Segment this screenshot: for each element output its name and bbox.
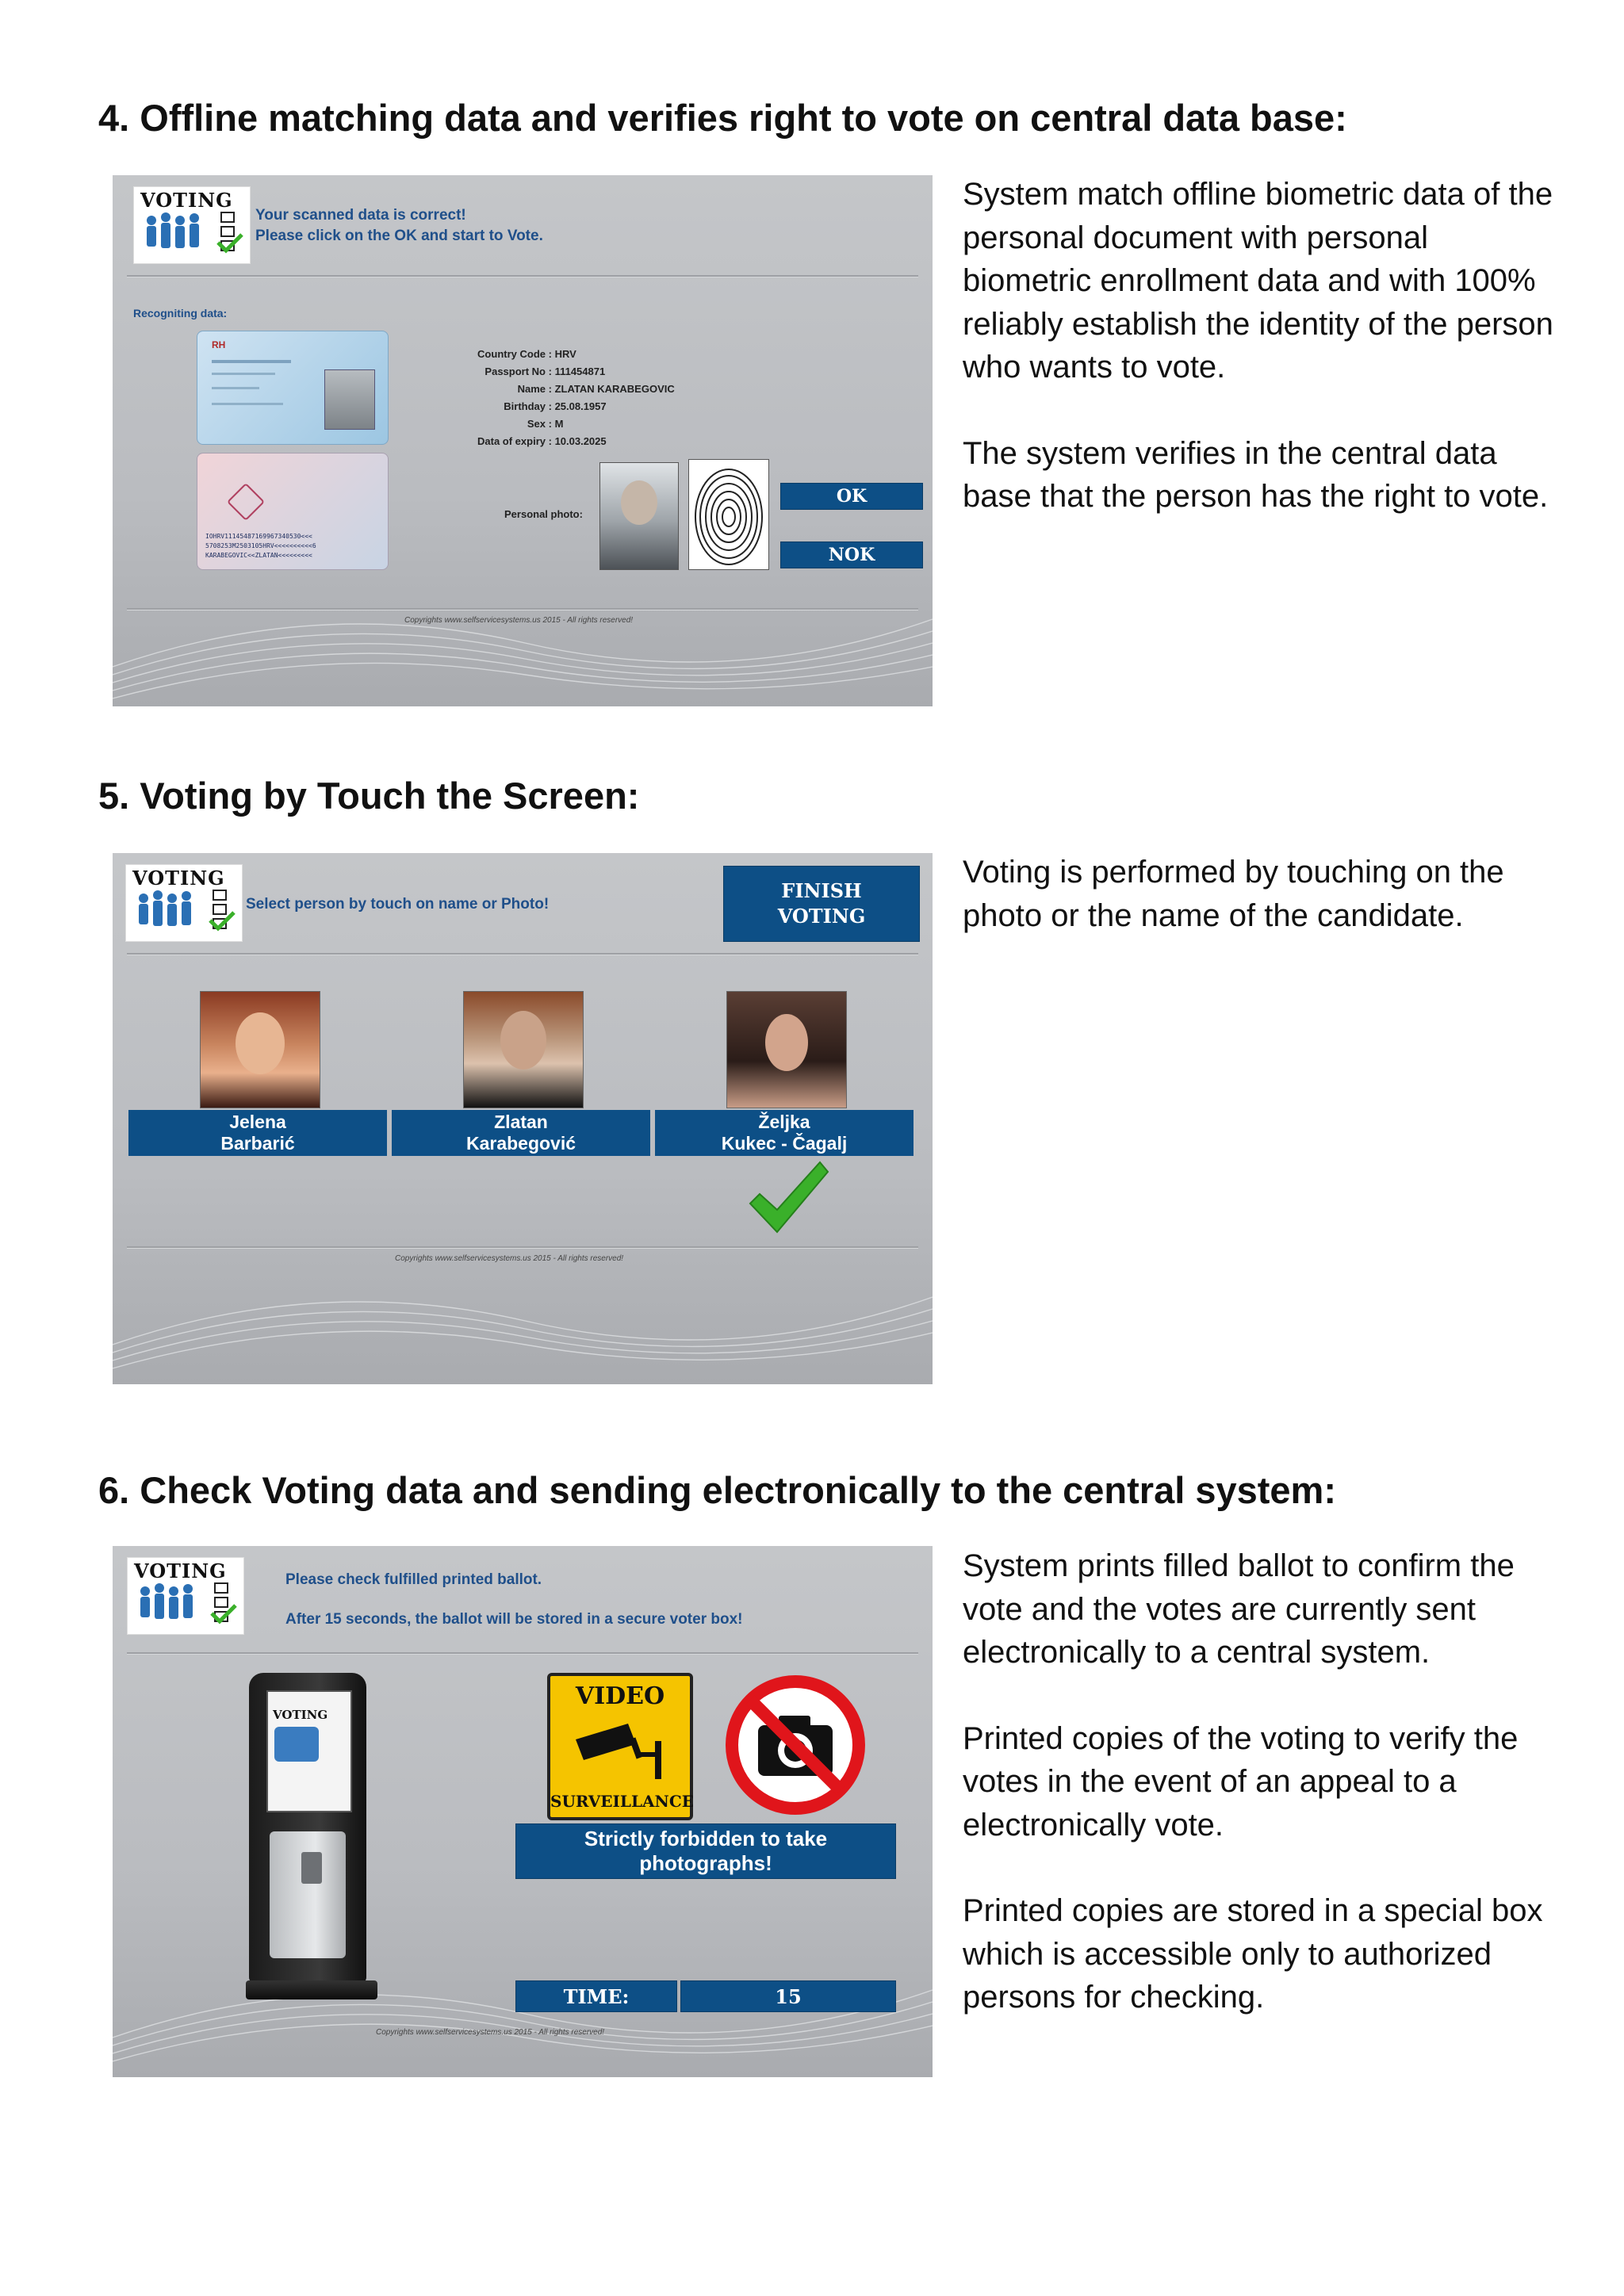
logo-text: VOTING — [132, 867, 225, 890]
kiosk-screen — [266, 1690, 352, 1812]
copyright-text: Copyrights www.selfservicesystems.us 2015 - All rights reserved! — [376, 2028, 605, 2037]
voters-icon — [131, 889, 237, 938]
background-waves — [113, 548, 933, 706]
section-5-heading: 5. Voting by Touch the Screen: — [98, 775, 640, 817]
time-label: TIME: — [515, 1980, 677, 2012]
id-card-front: RH — [197, 331, 389, 445]
logo-text: VOTING — [134, 1559, 227, 1582]
click-ok-instruction: Please click on the OK and start to Vote. — [255, 228, 543, 244]
scan-correct-message: Your scanned data is correct! — [255, 207, 466, 224]
section-5-paragraph: Voting is performed by touching on the photo or the name of the candidate. — [963, 855, 1504, 933]
background-waves — [113, 1226, 933, 1384]
voters-icon — [132, 1582, 239, 1631]
copyright-text: Copyrights www.selfservicesystems.us 2015 - All rights reserved! — [404, 616, 634, 625]
candidate-first-name: Zlatan — [494, 1112, 548, 1132]
candidate-last-name: Kukec - Čagalj — [721, 1133, 848, 1154]
candidate-last-name: Barbarić — [220, 1133, 295, 1154]
candidate-photo[interactable] — [726, 991, 847, 1108]
storage-notice: After 15 seconds, the ballot will be stored in a secure voter box! — [285, 1611, 743, 1628]
header-divider — [127, 953, 918, 955]
mrz-line-1: IOHRV11145487169967340530<<< — [205, 533, 312, 540]
section-4-description — [963, 173, 1565, 561]
forbidden-line-1: Strictly forbidden to take — [584, 1827, 828, 1850]
field-value: 10.03.2025 — [554, 435, 607, 447]
field-label: Sex — [527, 418, 546, 430]
recognized-field-row — [411, 365, 605, 377]
finish-voting-button[interactable] — [723, 866, 920, 942]
candidate-photo[interactable] — [463, 991, 584, 1108]
check-ballot-message: Please check fulfilled printed ballot. — [285, 1571, 542, 1588]
security-camera-icon — [573, 1717, 668, 1782]
section-6-paragraph: Printed copies of the voting to verify the votes in the event of an appeal to a electronically vote. — [963, 1720, 1519, 1843]
voters-icon — [139, 211, 245, 260]
field-label: Country Code — [477, 348, 546, 360]
field-value: HRV — [554, 348, 576, 360]
copyright-text: Copyrights www.selfservicesystems.us 2015 - All rights reserved! — [395, 1254, 624, 1263]
finish-label: FINISH — [781, 879, 862, 902]
fingerprint-icon — [689, 460, 768, 569]
fingerprint-image — [688, 459, 769, 570]
hologram-icon — [227, 483, 265, 521]
field-value: 25.08.1957 — [554, 400, 607, 412]
candidate-name-button[interactable] — [392, 1110, 650, 1156]
logo-text: VOTING — [140, 189, 233, 212]
field-label: Birthday — [504, 400, 546, 412]
personal-photo-label: Personal photo: — [504, 508, 583, 520]
id-card-back — [197, 453, 389, 570]
candidate-first-name: Željka — [758, 1112, 810, 1132]
recognized-field-row — [411, 418, 563, 430]
id-card-portrait — [324, 369, 375, 430]
field-value: ZLATAN KARABEGOVIC — [554, 383, 675, 395]
field-separator: : — [546, 383, 555, 395]
no-photos-banner — [515, 1823, 896, 1879]
recognized-field-row — [411, 383, 675, 395]
forbidden-line-2: photographs! — [639, 1851, 772, 1875]
recognizing-label: Recogniting data: — [133, 307, 228, 320]
voting-kiosk-image — [246, 1673, 381, 2006]
video-surveillance-sign — [547, 1673, 693, 1820]
section-6-heading: 6. Check Voting data and sending electronically to the central system: — [98, 1469, 1336, 1511]
recognized-field-row — [411, 435, 607, 447]
section-6-paragraph: Printed copies are stored in a special box which is accessible only to authorized persons for checking. — [963, 1893, 1543, 2015]
candidate-last-name: Karabegović — [465, 1133, 576, 1154]
field-label: Data of expiry — [477, 435, 546, 447]
candidate-name-button[interactable] — [128, 1110, 387, 1156]
recognized-field-row — [411, 348, 576, 360]
header-divider — [127, 275, 918, 277]
field-label: Passport No — [485, 365, 546, 377]
field-separator: : — [546, 435, 555, 447]
section-4-paragraph: System match offline biometric data of the personal document with personal biometric enrollment data and with 100% reliably establish the identity of the person who wants to vote. — [963, 177, 1553, 385]
no-photography-icon — [723, 1673, 868, 1817]
kiosk-screen-logo-text: VOTING — [273, 1708, 328, 1722]
voting-logo — [127, 1557, 244, 1635]
footer-divider — [127, 608, 918, 610]
section-4-paragraph: The system verifies in the central data base that the person has the right to vote. — [963, 435, 1549, 514]
ballot-check-screen — [113, 1546, 933, 2077]
ok-button[interactable]: OK — [780, 483, 923, 510]
field-separator: : — [546, 348, 555, 360]
nok-button[interactable]: NOK — [780, 541, 923, 568]
voting-screen — [113, 853, 933, 1384]
field-label: Name — [517, 383, 546, 395]
header-divider — [127, 1652, 918, 1655]
field-value: M — [554, 418, 564, 430]
footer-divider — [127, 1246, 918, 1249]
section-6-description — [963, 1544, 1565, 2062]
field-separator: : — [546, 365, 555, 377]
voting-logo — [125, 864, 243, 942]
mrz-line-2: 5708253M2503105HRV<<<<<<<<<<6 — [205, 542, 316, 549]
candidate-name-button[interactable] — [655, 1110, 914, 1156]
field-value: 111454871 — [554, 365, 606, 377]
section-6-paragraph: System prints filled ballot to confirm the vote and the votes are currently sent electronically to a central system. — [963, 1548, 1515, 1670]
time-countdown: 15 — [680, 1980, 896, 2012]
personal-photo — [599, 462, 679, 570]
matching-screen — [113, 175, 933, 706]
field-separator: : — [546, 400, 555, 412]
section-4-heading: 4. Offline matching data and verifies right to vote on central data base: — [98, 97, 1347, 139]
mrz-line-3: KARABEGOVIC<<ZLATAN<<<<<<<<< — [205, 552, 312, 559]
voting-logo — [133, 186, 251, 264]
recognized-field-row — [411, 400, 607, 412]
checkmark-icon — [745, 1158, 833, 1237]
candidate-photo[interactable] — [200, 991, 320, 1108]
voting-label: VOTING — [777, 905, 866, 928]
section-5-description — [963, 851, 1565, 980]
sign-video-text: VIDEO — [575, 1682, 665, 1710]
select-instruction: Select person by touch on name or Photo! — [246, 896, 550, 913]
sign-surveillance-text: SURVEILLANCE — [550, 1792, 694, 1811]
candidate-first-name: Jelena — [229, 1112, 286, 1132]
field-separator: : — [546, 418, 555, 430]
